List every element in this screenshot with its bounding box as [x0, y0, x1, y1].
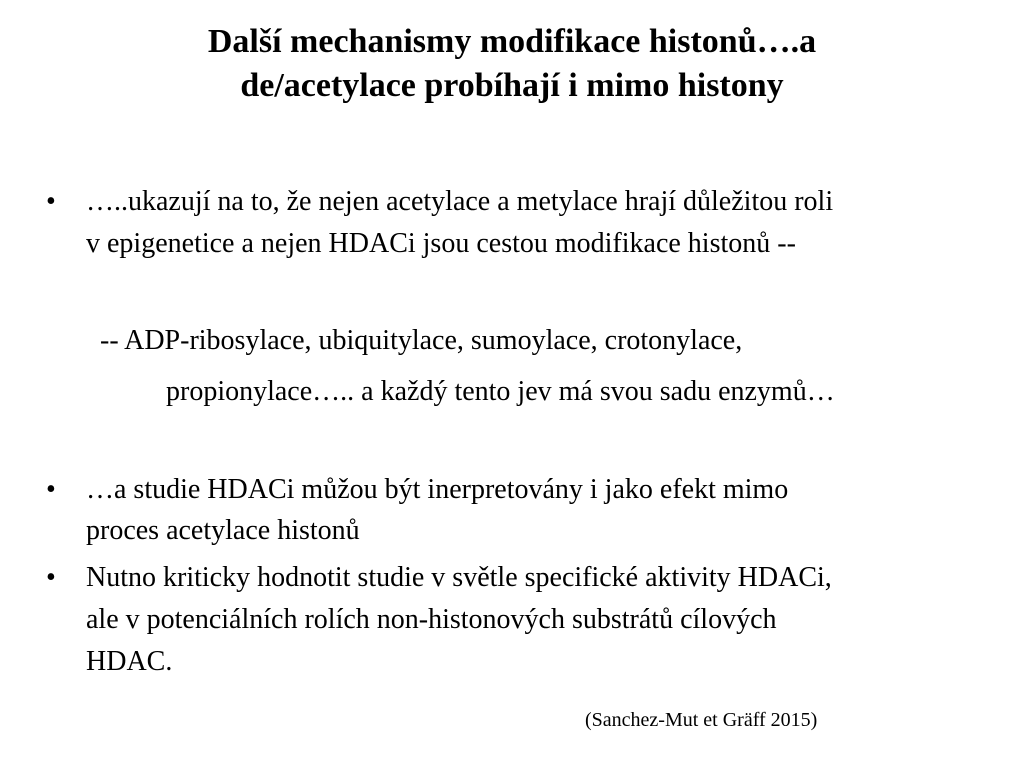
bullet-1-line-2: v epigenetice a nejen HDACi jsou cestou modifikace histonů -- — [86, 228, 796, 259]
slide-title — [40, 20, 984, 108]
bullet-3-line-1: Nutno kriticky hodnotit studie v světle specifické aktivity HDACi, — [86, 562, 832, 593]
title-line-1: Další mechanismy modifikace histonů….a — [207, 23, 817, 60]
bullet-2-line-1: …a studie HDACi můžou být inerpretovány i jako efekt mimo — [86, 474, 789, 505]
bullet-1-marker: • — [46, 186, 56, 217]
bullet-3-line-2: ale v potenciálních rolích non-histonových substrátů cílových — [86, 604, 777, 635]
bullet-2-marker: • — [46, 474, 56, 505]
bullet-3-marker: • — [46, 562, 56, 593]
title-line-2: de/acetylace probíhají i mimo histony — [240, 67, 784, 104]
bullet-3-line-3: HDAC. — [86, 646, 173, 677]
sub-line-1: -- ADP-ribosylace, ubiquitylace, sumoylace, crotonylace, — [100, 325, 743, 356]
bullet-1-line-1: …..ukazují na to, že nejen acetylace a metylace hrají důležitou roli — [86, 186, 834, 217]
bullet-2-line-2: proces acetylace histonů — [86, 515, 360, 546]
sub-line-2: propionylace….. a každý tento jev má svou sadu enzymů… — [166, 376, 835, 407]
citation: (Sanchez-Mut et Gräff 2015) — [585, 709, 818, 731]
